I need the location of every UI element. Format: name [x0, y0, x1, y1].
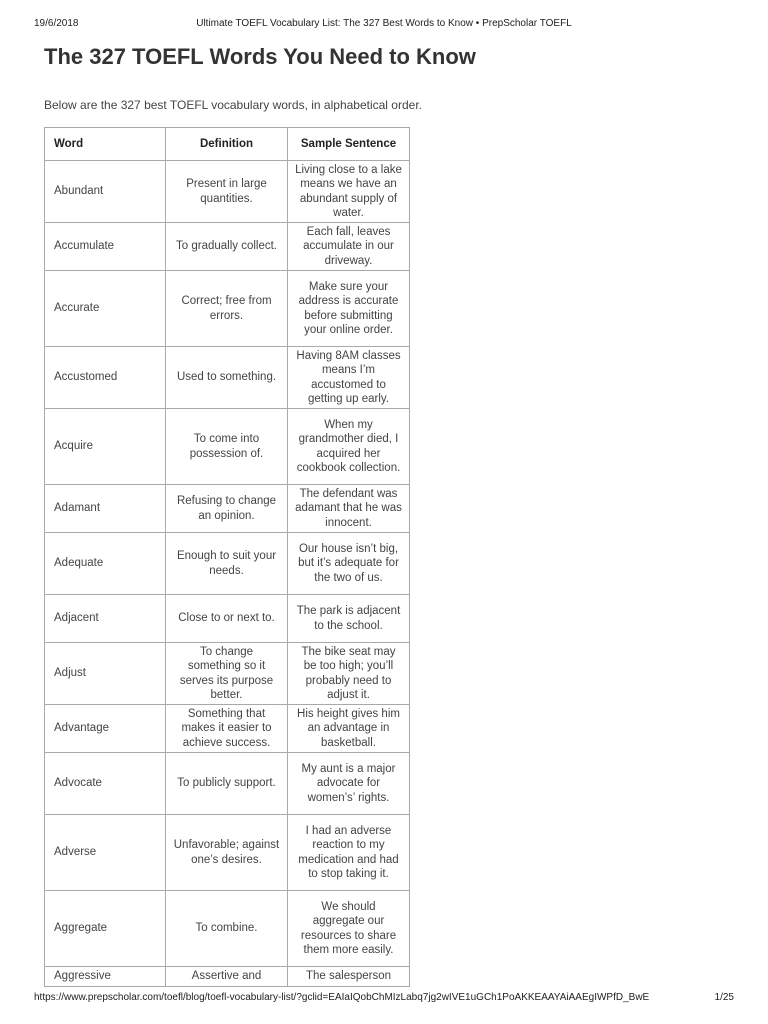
print-date: 19/6/2018: [34, 18, 79, 29]
print-header: [34, 18, 734, 32]
word-cell: Adequate: [45, 533, 166, 595]
table-row: [45, 753, 410, 815]
word-cell: Acquire: [45, 409, 166, 485]
definition-cell: Assertive and: [166, 967, 288, 987]
word-cell: Advantage: [45, 705, 166, 753]
definition-cell: To come into possession of.: [166, 409, 288, 485]
word-cell: Adjust: [45, 643, 166, 705]
word-cell: Adamant: [45, 485, 166, 533]
table-row: [45, 705, 410, 753]
definition-cell: Present in large quantities.: [166, 161, 288, 223]
word-cell: Accustomed: [45, 347, 166, 409]
definition-cell: To gradually collect.: [166, 223, 288, 271]
word-cell: Aggressive: [45, 967, 166, 987]
header-word: Word: [45, 128, 166, 161]
table-row: [45, 161, 410, 223]
print-page-title: Ultimate TOEFL Vocabulary List: The 327 Best Words to Know • PrepScholar TOEFL: [196, 18, 572, 29]
word-cell: Accurate: [45, 271, 166, 347]
header-definition: Definition: [166, 128, 288, 161]
word-cell: Abundant: [45, 161, 166, 223]
table-row: [45, 409, 410, 485]
sentence-cell: When my grandmother died, I acquired her cookbook collection.: [288, 409, 410, 485]
definition-cell: Something that makes it easier to achieve success.: [166, 705, 288, 753]
definition-cell: Refusing to change an opinion.: [166, 485, 288, 533]
definition-cell: Enough to suit your needs.: [166, 533, 288, 595]
word-cell: Adverse: [45, 815, 166, 891]
table-header-row: [45, 128, 410, 161]
table-row: [45, 485, 410, 533]
sentence-cell: We should aggregate our resources to share them more easily.: [288, 891, 410, 967]
sentence-cell: Make sure your address is accurate before submitting your online order.: [288, 271, 410, 347]
page-number: 1/25: [714, 992, 734, 1003]
table-row: [45, 533, 410, 595]
word-cell: Advocate: [45, 753, 166, 815]
sentence-cell: Each fall, leaves accumulate in our driveway.: [288, 223, 410, 271]
definition-cell: To publicly support.: [166, 753, 288, 815]
sentence-cell: The salesperson: [288, 967, 410, 987]
intro-text: Below are the 327 best TOEFL vocabulary words, in alphabetical order.: [44, 98, 422, 112]
vocabulary-table: [44, 127, 410, 987]
definition-cell: To combine.: [166, 891, 288, 967]
table-row: [45, 347, 410, 409]
word-cell: Accumulate: [45, 223, 166, 271]
print-footer: [34, 992, 734, 1006]
page-title: The 327 TOEFL Words You Need to Know: [44, 44, 476, 69]
header-sample-sentence: Sample Sentence: [288, 128, 410, 161]
definition-cell: Used to something.: [166, 347, 288, 409]
sentence-cell: The defendant was adamant that he was innocent.: [288, 485, 410, 533]
print-url: https://www.prepscholar.com/toefl/blog/toefl-vocabulary-list/?gclid=EAIaIQobChMIzLabq7jg2wIVE1uGCh1PoAKKEAAYAiAAEgIWPfD_BwE: [34, 992, 650, 1003]
table-row: [45, 271, 410, 347]
sentence-cell: Living close to a lake means we have an abundant supply of water.: [288, 161, 410, 223]
definition-cell: Close to or next to.: [166, 595, 288, 643]
definition-cell: Unfavorable; against one’s desires.: [166, 815, 288, 891]
table-row: [45, 891, 410, 967]
word-cell: Aggregate: [45, 891, 166, 967]
table-row: [45, 595, 410, 643]
definition-cell: To change something so it serves its purpose better.: [166, 643, 288, 705]
sentence-cell: Our house isn’t big, but it’s adequate for the two of us.: [288, 533, 410, 595]
word-cell: Adjacent: [45, 595, 166, 643]
sentence-cell: The bike seat may be too high; you’ll probably need to adjust it.: [288, 643, 410, 705]
table-row: [45, 967, 410, 987]
table-row: [45, 815, 410, 891]
definition-cell: Correct; free from errors.: [166, 271, 288, 347]
sentence-cell: I had an adverse reaction to my medication and had to stop taking it.: [288, 815, 410, 891]
table-row: [45, 223, 410, 271]
sentence-cell: The park is adjacent to the school.: [288, 595, 410, 643]
sentence-cell: His height gives him an advantage in basketball.: [288, 705, 410, 753]
table-row: [45, 643, 410, 705]
sentence-cell: Having 8AM classes means I’m accustomed to getting up early.: [288, 347, 410, 409]
sentence-cell: My aunt is a major advocate for women’s’ rights.: [288, 753, 410, 815]
